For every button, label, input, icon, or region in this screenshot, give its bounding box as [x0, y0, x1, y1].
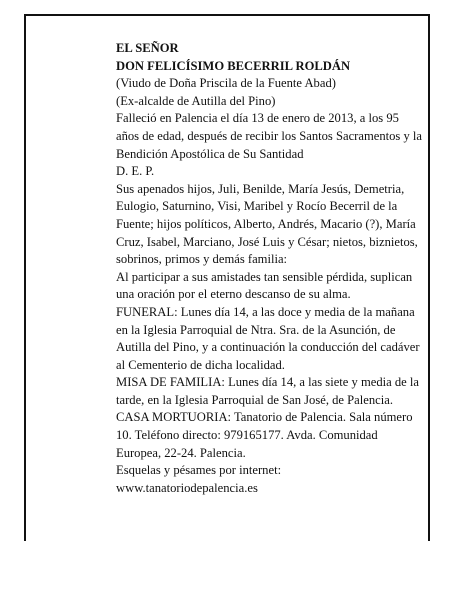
- funeral-home-details: CASA MORTUORIA: Tanatorio de Palencia. Sala número 10. Teléfono directo: 979165177. Avda. Comunidad Europea, 22-24. Palencia.: [116, 410, 413, 460]
- widow-note: (Viudo de Doña Priscila de la Fuente Abad): [116, 76, 336, 91]
- funeral-details: FUNERAL: Lunes día 14, a las doce y media de la mañana en la Iglesia Parroquial de Ntra. Sra. de la Asunción, de Autilla del Pino, y a continuación la conducción del cadáver al Cementerio de dicha localidad.: [116, 304, 420, 372]
- family-list: Sus apenados hijos, Juli, Benilde, María Jesús, Demetria, Eulogio, Saturnino, Visi, Maribel y Rocío Becerril de la Fuente; hijos políticos, Alberto, Andrés, Macario (?), María Cruz, Isabel, Marciano, José Luis y César; nietos, biznietos, sobrinos, primos y demás familia:: [116, 181, 418, 267]
- prayer-request: Al participar a sus amistades tan sensible pérdida, suplican una oración por el eterno descanso de su alma.: [116, 269, 413, 302]
- dep-abbreviation: D. E. P.: [116, 164, 155, 179]
- online-condolences-label: Esquelas y pésames por internet:: [116, 463, 282, 478]
- obituary-heading-line1: EL SEÑOR: [116, 41, 179, 55]
- deceased-name: DON FELICÍSIMO BECERRIL ROLDÁN: [116, 58, 351, 73]
- former-role: (Ex-alcalde de Autilla del Pino): [116, 93, 276, 108]
- death-notice: Falleció en Palencia el día 13 de enero de 2013, a los 95 años de edad, después de recibir los Santos Sacramentos y la Bendición Apostólica de Su Santidad: [116, 111, 423, 161]
- family-mass-details: MISA DE FAMILIA: Lunes día 14, a las siete y media de la tarde, en la Iglesia Parroquial de San José, de Palencia.: [116, 375, 420, 407]
- website-link[interactable]: www.tanatoriodepalencia.es: [116, 480, 258, 495]
- obituary-text: [116, 40, 424, 497]
